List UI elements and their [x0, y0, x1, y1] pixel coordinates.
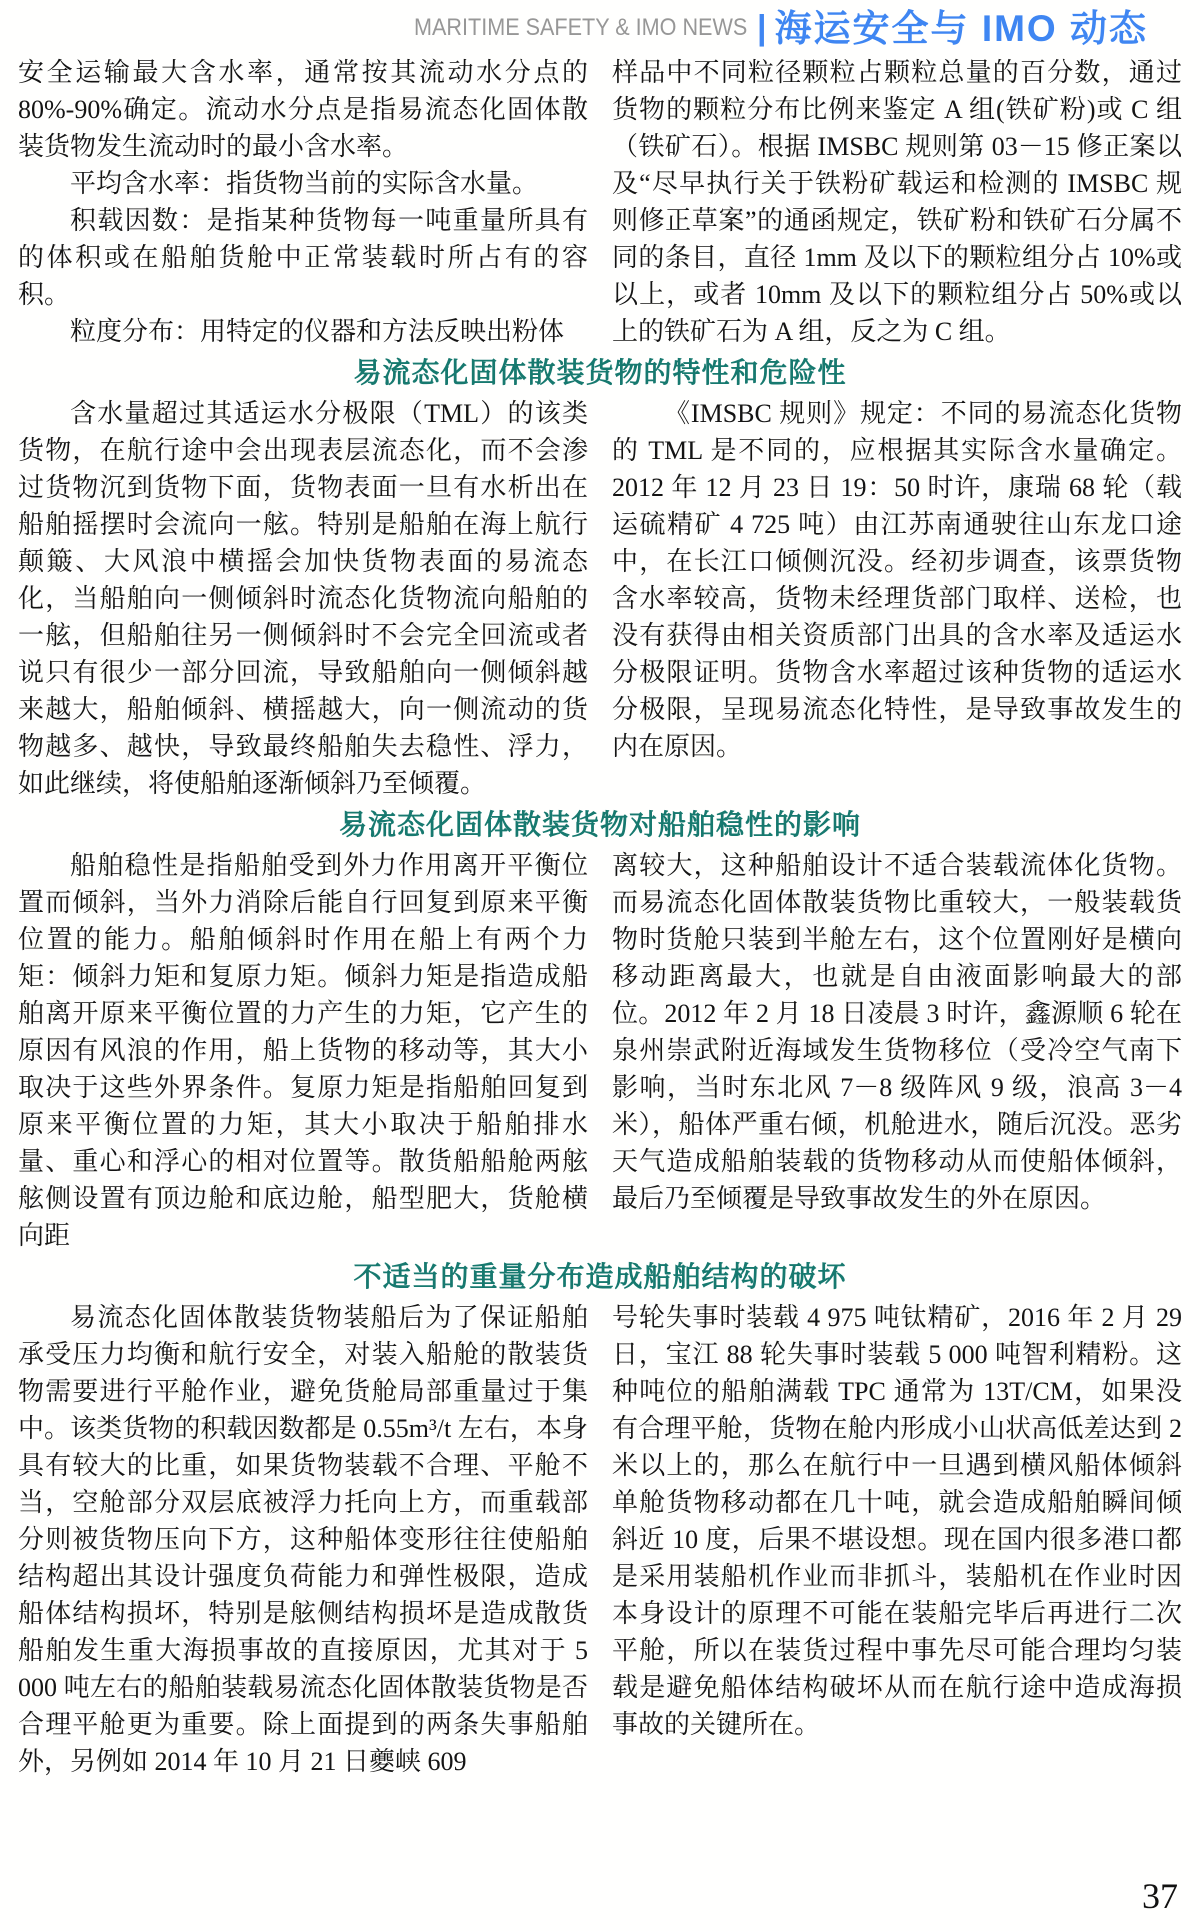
- paragraph: 《IMSBC 规则》规定：不同的易流态化货物的 TML 是不同的，应根据其实际含水量确定。2012 年 12 月 23 日 19：50 时许，康瑞 68 轮（载运硫精矿 4 725 吨）由江苏南通驶往山东龙口途中，在长江口倾侧沉没。经初步调查，该票货物含水率较高，货物未经理货部门取样、送检，也没有获得由相关资质部门出具的含水率及适运水分极限证明。货物含水率超过该种货物的适运水分极限，呈现易流态化特性，是导致事故发生的内在原因。: [612, 399, 1182, 761]
- paragraph: 样品中不同粒径颗粒占颗粒总量的百分数，通过货物的颗粒分布比例来鉴定 A 组(铁矿粉)或 C 组（铁矿石）。根据 IMSBC 规则第 03－15 修正案以及“尽早执行关于铁粉矿载运和检测的 IMSBC 规则修正草案”的通函规定，铁矿粉和铁矿石分属不同的条目，直径 1mm 及以下的颗粒组分占 10%或以上，或者 10mm 及以下的颗粒组分占 50%或以上的铁矿石为 A 组，反之为 C 组。: [612, 58, 1182, 346]
- section-heading-structure: 不适当的重量分布造成船舶结构的破坏: [353, 1261, 847, 1292]
- intro-column-left: [18, 54, 588, 350]
- page-number: 37: [1142, 1876, 1178, 1916]
- header-title-zh: 海运安全与 IMO 动态: [774, 7, 1148, 49]
- paragraph: 号轮失事时装载 4 975 吨钛精矿，2016 年 2 月 29 日，宝江 88 轮失事时装载 5 000 吨智利精粉。这种吨位的船舶满载 TPC 通常为 13T/CM，如果没有合理平舱，货物在舱内形成小山状高低差达到 2 米以上的，那么在航行中一旦遇到横风船体倾斜单舱货物移动都在几十吨，就会造成船舶瞬间倾斜近 10 度，后果不堪设想。现在国内很多港口都是采用装船机作业而非抓斗，装船机在作业时因本身设计的原理不可能在装船完毕后再进行二次平舱，所以在装货过程中事先尽可能合理均匀装载是避免船体结构破坏从而在航行途中造成海损事故的关键所在。: [612, 1303, 1182, 1739]
- intro-column-right: [612, 54, 1182, 350]
- section-intro: [18, 54, 1182, 350]
- section-structure: [18, 1299, 1182, 1780]
- paragraph: 安全运输最大含水率，通常按其流动水分点的80%-90%确定。流动水分点是指易流态化固体散装货物发生流动时的最小含水率。: [18, 58, 588, 161]
- characteristics-column-right: [612, 395, 1182, 802]
- section-heading-characteristics: 易流态化固体散装货物的特性和危险性: [353, 357, 847, 388]
- paragraph: 平均含水率：指货物当前的实际含水量。: [70, 169, 539, 198]
- paragraph: 易流态化固体散装货物装船后为了保证船舶承受压力均衡和航行安全，对装入船舱的散装货物需要进行平舱作业，避免货舱局部重量过于集中。该类货物的积载因数都是 0.55m³/t 左右，本身具有较大的比重，如果货物装载不合理、平舱不当，空舱部分双层底被浮力托向上方，而重载部分则被货物压向下方，这种船体变形往往使船舶结构超出其设计强度负荷能力和弹性极限，造成船体结构损坏，特别是舷侧结构损坏是造成散货船舶发生重大海损事故的直接原因，尤其对于 5 000 吨左右的船舶装载易流态化固体散装货物是否合理平舱更为重要。除上面提到的两条失事船舶外，另例如 2014 年 10 月 21 日夔峡 609: [18, 1303, 588, 1776]
- header-divider: |: [757, 9, 767, 47]
- header-title-en: MARITIME SAFETY & IMO NEWS: [413, 14, 748, 41]
- section-characteristics: [18, 395, 1182, 802]
- stability-column-right: [612, 847, 1182, 1254]
- paragraph: 船舶稳性是指船舶受到外力作用离开平衡位置而倾斜，当外力消除后能自行回复到原来平衡位置的能力。船舶倾斜时作用在船上有两个力矩：倾斜力矩和复原力矩。倾斜力矩是指造成船舶离开原来平衡位置的力产生的力矩，它产生的原因有风浪的作用，船上货物的移动等，其大小取决于这些外界条件。复原力矩是指船舶回复到原来平衡位置的力矩，其大小取决于船舶排水量、重心和浮心的相对位置等。散货船船舱两舷舷侧设置有顶边舱和底边舱，船型肥大，货舱横向距: [18, 851, 588, 1250]
- article-content: [0, 50, 1200, 1780]
- section-stability: [18, 847, 1182, 1254]
- paragraph: 粒度分布：用特定的仪器和方法反映出粉体: [70, 317, 565, 346]
- paragraph: 离较大，这种船舶设计不适合装载流体化货物。而易流态化固体散装货物比重较大，一般装载货物时货舱只装到半舱左右，这个位置刚好是横向移动距离最大，也就是自由液面影响最大的部位。2012 年 2 月 18 日凌晨 3 时许，鑫源顺 6 轮在泉州崇武附近海域发生货物移位（受冷空气南下影响，当时东北风 7－8 级阵风 9 级，浪高 3－4 米），船体严重右倾，机舱进水，随后沉没。恶劣天气造成船舶装载的货物移动从而使船体倾斜，最后乃至倾覆是导致事故发生的外在原因。: [612, 851, 1182, 1213]
- section-heading-stability: 易流态化固体散装货物对船舶稳性的影响: [338, 809, 861, 840]
- characteristics-column-left: [18, 395, 588, 802]
- structure-column-right: [612, 1299, 1182, 1780]
- paragraph: 积载因数：是指某种货物每一吨重量所具有的体积或在船舶货舱中正常装载时所占有的容积。: [18, 206, 588, 309]
- paragraph: 含水量超过其适运水分极限（TML）的该类货物，在航行途中会出现表层流态化，而不会渗过货物沉到货物下面，货物表面一旦有水析出在船舶摇摆时会流向一舷。特别是船舶在海上航行颠簸、大风浪中横摇会加快货物表面的易流态化，当船舶向一侧倾斜时流态化货物流向船舶的一舷，但船舶往另一侧倾斜时不会完全回流或者说只有很少一部分回流，导致船舶向一侧倾斜越来越大，船舶倾斜、横摇越大，向一侧流动的货物越多、越快，导致最终船舶失去稳性、浮力，如此继续，将使船舶逐渐倾斜乃至倾覆。: [18, 399, 588, 798]
- stability-column-left: [18, 847, 588, 1254]
- structure-column-left: [18, 1299, 588, 1780]
- page-header: [0, 0, 1200, 50]
